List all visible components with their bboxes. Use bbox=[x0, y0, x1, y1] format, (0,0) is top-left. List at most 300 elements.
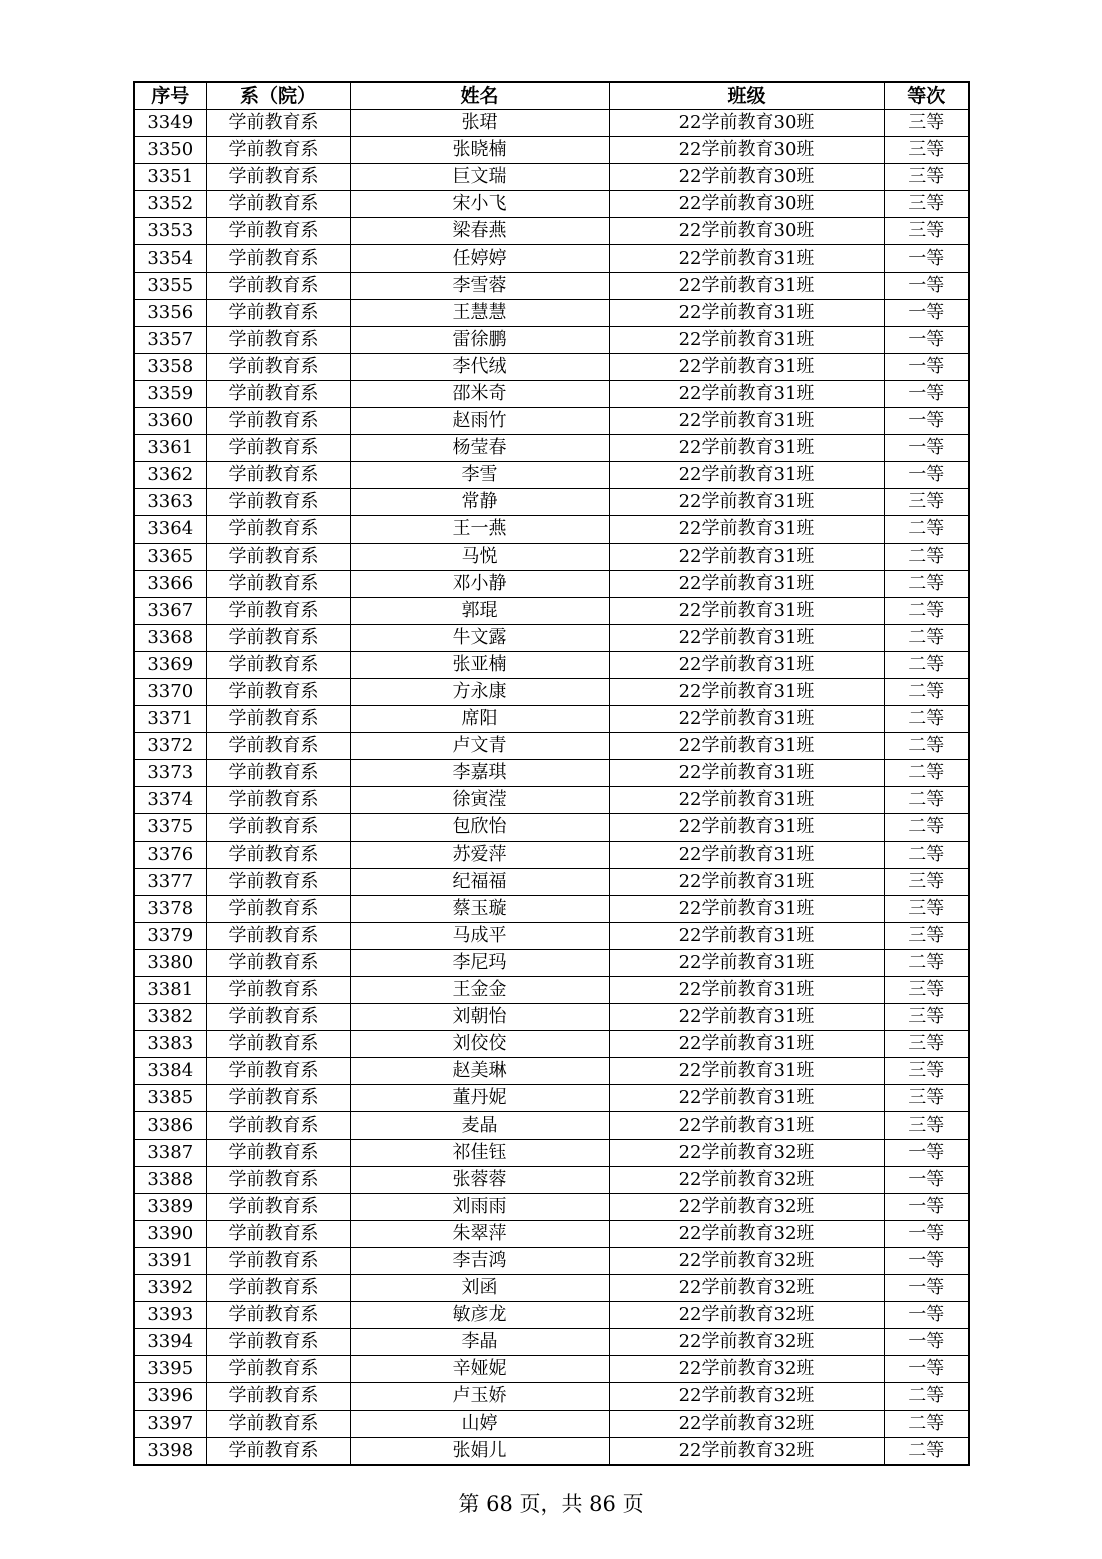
cell-name: 董丹妮 bbox=[350, 1085, 609, 1112]
cell-seq: 3370 bbox=[134, 678, 206, 705]
cell-seq: 3361 bbox=[134, 435, 206, 462]
table-row bbox=[134, 1004, 969, 1031]
cell-seq: 3375 bbox=[134, 814, 206, 841]
cell-grade: 一等 bbox=[884, 462, 969, 489]
cell-name: 朱翠萍 bbox=[350, 1220, 609, 1247]
table-row bbox=[134, 435, 969, 462]
table-row bbox=[134, 299, 969, 326]
table-row bbox=[134, 489, 969, 516]
cell-name: 徐寅滢 bbox=[350, 787, 609, 814]
cell-seq: 3351 bbox=[134, 164, 206, 191]
cell-class: 22学前教育31班 bbox=[609, 435, 884, 462]
cell-grade: 一等 bbox=[884, 1166, 969, 1193]
table-row bbox=[134, 137, 969, 164]
cell-name: 祁佳钰 bbox=[350, 1139, 609, 1166]
table-row bbox=[134, 787, 969, 814]
cell-name: 王慧慧 bbox=[350, 299, 609, 326]
cell-department: 学前教育系 bbox=[206, 841, 350, 868]
header-grade: 等次 bbox=[884, 82, 969, 110]
table-row bbox=[134, 462, 969, 489]
table-row bbox=[134, 895, 969, 922]
cell-class: 22学前教育31班 bbox=[609, 733, 884, 760]
cell-department: 学前教育系 bbox=[206, 814, 350, 841]
cell-class: 22学前教育30班 bbox=[609, 164, 884, 191]
cell-grade: 二等 bbox=[884, 733, 969, 760]
cell-name: 山婷 bbox=[350, 1410, 609, 1437]
cell-seq: 3373 bbox=[134, 760, 206, 787]
page-footer: 第 68 页，共 86 页 bbox=[458, 1492, 644, 1516]
cell-class: 22学前教育30班 bbox=[609, 110, 884, 137]
cell-name: 邵米奇 bbox=[350, 380, 609, 407]
table-row bbox=[134, 353, 969, 380]
cell-grade: 一等 bbox=[884, 380, 969, 407]
cell-grade: 三等 bbox=[884, 895, 969, 922]
cell-department: 学前教育系 bbox=[206, 326, 350, 353]
cell-class: 22学前教育31班 bbox=[609, 922, 884, 949]
cell-grade: 一等 bbox=[884, 353, 969, 380]
cell-department: 学前教育系 bbox=[206, 1112, 350, 1139]
cell-name: 刘函 bbox=[350, 1275, 609, 1302]
cell-seq: 3367 bbox=[134, 597, 206, 624]
cell-department: 学前教育系 bbox=[206, 218, 350, 245]
cell-class: 22学前教育31班 bbox=[609, 1085, 884, 1112]
table-row bbox=[134, 1112, 969, 1139]
cell-department: 学前教育系 bbox=[206, 624, 350, 651]
cell-grade: 三等 bbox=[884, 137, 969, 164]
table-row bbox=[134, 245, 969, 272]
cell-class: 22学前教育31班 bbox=[609, 977, 884, 1004]
cell-department: 学前教育系 bbox=[206, 760, 350, 787]
table-row bbox=[134, 1193, 969, 1220]
table-row bbox=[134, 516, 969, 543]
cell-seq: 3389 bbox=[134, 1193, 206, 1220]
table-row bbox=[134, 408, 969, 435]
cell-class: 22学前教育31班 bbox=[609, 841, 884, 868]
cell-class: 22学前教育31班 bbox=[609, 868, 884, 895]
cell-grade: 一等 bbox=[884, 435, 969, 462]
cell-seq: 3395 bbox=[134, 1356, 206, 1383]
cell-class: 22学前教育31班 bbox=[609, 408, 884, 435]
cell-name: 李代绒 bbox=[350, 353, 609, 380]
cell-class: 22学前教育31班 bbox=[609, 245, 884, 272]
cell-class: 22学前教育31班 bbox=[609, 1058, 884, 1085]
cell-class: 22学前教育31班 bbox=[609, 462, 884, 489]
cell-department: 学前教育系 bbox=[206, 949, 350, 976]
cell-seq: 3380 bbox=[134, 949, 206, 976]
cell-grade: 二等 bbox=[884, 1410, 969, 1437]
cell-class: 22学前教育31班 bbox=[609, 353, 884, 380]
cell-grade: 一等 bbox=[884, 1356, 969, 1383]
cell-seq: 3377 bbox=[134, 868, 206, 895]
cell-grade: 二等 bbox=[884, 570, 969, 597]
cell-department: 学前教育系 bbox=[206, 110, 350, 137]
table-row bbox=[134, 272, 969, 299]
cell-class: 22学前教育31班 bbox=[609, 543, 884, 570]
cell-department: 学前教育系 bbox=[206, 651, 350, 678]
cell-seq: 3355 bbox=[134, 272, 206, 299]
cell-name: 蔡玉璇 bbox=[350, 895, 609, 922]
cell-grade: 二等 bbox=[884, 624, 969, 651]
table-row bbox=[134, 841, 969, 868]
cell-class: 22学前教育32班 bbox=[609, 1247, 884, 1274]
cell-grade: 二等 bbox=[884, 760, 969, 787]
cell-department: 学前教育系 bbox=[206, 1004, 350, 1031]
cell-seq: 3391 bbox=[134, 1247, 206, 1274]
cell-seq: 3394 bbox=[134, 1329, 206, 1356]
table-row bbox=[134, 814, 969, 841]
cell-class: 22学前教育31班 bbox=[609, 570, 884, 597]
cell-seq: 3360 bbox=[134, 408, 206, 435]
cell-name: 邓小静 bbox=[350, 570, 609, 597]
cell-department: 学前教育系 bbox=[206, 1031, 350, 1058]
cell-department: 学前教育系 bbox=[206, 1437, 350, 1465]
cell-name: 任婷婷 bbox=[350, 245, 609, 272]
cell-seq: 3359 bbox=[134, 380, 206, 407]
cell-name: 赵雨竹 bbox=[350, 408, 609, 435]
cell-class: 22学前教育31班 bbox=[609, 272, 884, 299]
cell-department: 学前教育系 bbox=[206, 516, 350, 543]
cell-seq: 3376 bbox=[134, 841, 206, 868]
header-seq: 序号 bbox=[134, 82, 206, 110]
cell-department: 学前教育系 bbox=[206, 787, 350, 814]
cell-department: 学前教育系 bbox=[206, 1220, 350, 1247]
table-row bbox=[134, 597, 969, 624]
table-row bbox=[134, 380, 969, 407]
cell-name: 常静 bbox=[350, 489, 609, 516]
cell-class: 22学前教育31班 bbox=[609, 1112, 884, 1139]
cell-department: 学前教育系 bbox=[206, 1275, 350, 1302]
cell-seq: 3385 bbox=[134, 1085, 206, 1112]
header-row bbox=[134, 82, 969, 110]
cell-name: 麦晶 bbox=[350, 1112, 609, 1139]
cell-name: 包欣怡 bbox=[350, 814, 609, 841]
cell-seq: 3381 bbox=[134, 977, 206, 1004]
cell-grade: 二等 bbox=[884, 1383, 969, 1410]
cell-seq: 3397 bbox=[134, 1410, 206, 1437]
cell-department: 学前教育系 bbox=[206, 1302, 350, 1329]
cell-class: 22学前教育31班 bbox=[609, 678, 884, 705]
cell-grade: 三等 bbox=[884, 1004, 969, 1031]
cell-name: 席阳 bbox=[350, 706, 609, 733]
cell-seq: 3383 bbox=[134, 1031, 206, 1058]
table-row bbox=[134, 1410, 969, 1437]
cell-department: 学前教育系 bbox=[206, 191, 350, 218]
table-row bbox=[134, 1247, 969, 1274]
cell-grade: 一等 bbox=[884, 1247, 969, 1274]
cell-name: 王金金 bbox=[350, 977, 609, 1004]
table-row bbox=[134, 326, 969, 353]
table-row bbox=[134, 1031, 969, 1058]
cell-class: 22学前教育31班 bbox=[609, 516, 884, 543]
cell-grade: 一等 bbox=[884, 272, 969, 299]
table-row bbox=[134, 651, 969, 678]
cell-class: 22学前教育30班 bbox=[609, 191, 884, 218]
cell-class: 22学前教育32班 bbox=[609, 1166, 884, 1193]
roster-body bbox=[134, 110, 969, 1465]
cell-seq: 3374 bbox=[134, 787, 206, 814]
table-row bbox=[134, 733, 969, 760]
cell-seq: 3364 bbox=[134, 516, 206, 543]
cell-name: 李雪蓉 bbox=[350, 272, 609, 299]
cell-class: 22学前教育32班 bbox=[609, 1193, 884, 1220]
table-row bbox=[134, 922, 969, 949]
cell-seq: 3388 bbox=[134, 1166, 206, 1193]
cell-name: 郭琨 bbox=[350, 597, 609, 624]
cell-department: 学前教育系 bbox=[206, 1085, 350, 1112]
table-row bbox=[134, 218, 969, 245]
cell-class: 22学前教育31班 bbox=[609, 299, 884, 326]
cell-seq: 3379 bbox=[134, 922, 206, 949]
cell-name: 王一燕 bbox=[350, 516, 609, 543]
cell-seq: 3358 bbox=[134, 353, 206, 380]
cell-seq: 3356 bbox=[134, 299, 206, 326]
cell-seq: 3387 bbox=[134, 1139, 206, 1166]
cell-grade: 一等 bbox=[884, 245, 969, 272]
cell-seq: 3357 bbox=[134, 326, 206, 353]
table-row bbox=[134, 868, 969, 895]
table-row bbox=[134, 760, 969, 787]
cell-grade: 一等 bbox=[884, 408, 969, 435]
cell-class: 22学前教育31班 bbox=[609, 1031, 884, 1058]
cell-department: 学前教育系 bbox=[206, 1383, 350, 1410]
cell-seq: 3386 bbox=[134, 1112, 206, 1139]
table-row bbox=[134, 110, 969, 137]
cell-grade: 三等 bbox=[884, 1085, 969, 1112]
header-class: 班级 bbox=[609, 82, 884, 110]
cell-class: 22学前教育32班 bbox=[609, 1329, 884, 1356]
cell-class: 22学前教育31班 bbox=[609, 326, 884, 353]
cell-grade: 二等 bbox=[884, 597, 969, 624]
cell-department: 学前教育系 bbox=[206, 922, 350, 949]
cell-department: 学前教育系 bbox=[206, 435, 350, 462]
cell-name: 李尼玛 bbox=[350, 949, 609, 976]
cell-department: 学前教育系 bbox=[206, 353, 350, 380]
table-row bbox=[134, 706, 969, 733]
table-row bbox=[134, 977, 969, 1004]
cell-name: 雷徐鹏 bbox=[350, 326, 609, 353]
cell-grade: 二等 bbox=[884, 706, 969, 733]
cell-class: 22学前教育30班 bbox=[609, 218, 884, 245]
cell-department: 学前教育系 bbox=[206, 245, 350, 272]
cell-department: 学前教育系 bbox=[206, 1410, 350, 1437]
cell-grade: 二等 bbox=[884, 949, 969, 976]
table-row bbox=[134, 1275, 969, 1302]
cell-grade: 二等 bbox=[884, 516, 969, 543]
cell-class: 22学前教育32班 bbox=[609, 1437, 884, 1465]
table-row bbox=[134, 570, 969, 597]
cell-department: 学前教育系 bbox=[206, 489, 350, 516]
cell-seq: 3396 bbox=[134, 1383, 206, 1410]
cell-name: 敏彦龙 bbox=[350, 1302, 609, 1329]
cell-grade: 一等 bbox=[884, 1220, 969, 1247]
table-row bbox=[134, 543, 969, 570]
cell-class: 22学前教育31班 bbox=[609, 787, 884, 814]
table-row bbox=[134, 1329, 969, 1356]
cell-class: 22学前教育32班 bbox=[609, 1356, 884, 1383]
cell-seq: 3362 bbox=[134, 462, 206, 489]
cell-department: 学前教育系 bbox=[206, 380, 350, 407]
cell-department: 学前教育系 bbox=[206, 895, 350, 922]
cell-department: 学前教育系 bbox=[206, 570, 350, 597]
cell-seq: 3368 bbox=[134, 624, 206, 651]
cell-class: 22学前教育32班 bbox=[609, 1220, 884, 1247]
cell-department: 学前教育系 bbox=[206, 597, 350, 624]
header-department: 系（院） bbox=[206, 82, 350, 110]
cell-class: 22学前教育31班 bbox=[609, 1004, 884, 1031]
cell-department: 学前教育系 bbox=[206, 1166, 350, 1193]
cell-grade: 三等 bbox=[884, 868, 969, 895]
cell-name: 刘雨雨 bbox=[350, 1193, 609, 1220]
cell-class: 22学前教育31班 bbox=[609, 760, 884, 787]
cell-seq: 3363 bbox=[134, 489, 206, 516]
cell-name: 刘朝怡 bbox=[350, 1004, 609, 1031]
cell-name: 牛文露 bbox=[350, 624, 609, 651]
cell-grade: 三等 bbox=[884, 1031, 969, 1058]
cell-grade: 三等 bbox=[884, 110, 969, 137]
cell-class: 22学前教育31班 bbox=[609, 597, 884, 624]
cell-seq: 3365 bbox=[134, 543, 206, 570]
cell-department: 学前教育系 bbox=[206, 678, 350, 705]
table-row bbox=[134, 1383, 969, 1410]
cell-name: 宋小飞 bbox=[350, 191, 609, 218]
table-row bbox=[134, 1139, 969, 1166]
cell-class: 22学前教育31班 bbox=[609, 895, 884, 922]
cell-grade: 三等 bbox=[884, 922, 969, 949]
roster-sheet bbox=[133, 81, 968, 1466]
cell-seq: 3378 bbox=[134, 895, 206, 922]
cell-grade: 三等 bbox=[884, 1058, 969, 1085]
cell-department: 学前教育系 bbox=[206, 272, 350, 299]
cell-class: 22学前教育32班 bbox=[609, 1383, 884, 1410]
cell-name: 张亚楠 bbox=[350, 651, 609, 678]
cell-grade: 一等 bbox=[884, 1193, 969, 1220]
cell-grade: 三等 bbox=[884, 164, 969, 191]
cell-department: 学前教育系 bbox=[206, 706, 350, 733]
cell-seq: 3350 bbox=[134, 137, 206, 164]
cell-grade: 二等 bbox=[884, 651, 969, 678]
table-row bbox=[134, 191, 969, 218]
table-row bbox=[134, 164, 969, 191]
cell-department: 学前教育系 bbox=[206, 1193, 350, 1220]
cell-grade: 三等 bbox=[884, 977, 969, 1004]
cell-department: 学前教育系 bbox=[206, 137, 350, 164]
cell-class: 22学前教育32班 bbox=[609, 1410, 884, 1437]
cell-name: 梁春燕 bbox=[350, 218, 609, 245]
cell-grade: 二等 bbox=[884, 1437, 969, 1465]
cell-department: 学前教育系 bbox=[206, 868, 350, 895]
cell-class: 22学前教育31班 bbox=[609, 814, 884, 841]
cell-seq: 3352 bbox=[134, 191, 206, 218]
cell-department: 学前教育系 bbox=[206, 408, 350, 435]
cell-class: 22学前教育32班 bbox=[609, 1302, 884, 1329]
cell-grade: 一等 bbox=[884, 1139, 969, 1166]
cell-seq: 3371 bbox=[134, 706, 206, 733]
cell-name: 李吉鸿 bbox=[350, 1247, 609, 1274]
table-row bbox=[134, 1166, 969, 1193]
cell-name: 李嘉琪 bbox=[350, 760, 609, 787]
cell-seq: 3354 bbox=[134, 245, 206, 272]
table-row bbox=[134, 949, 969, 976]
cell-class: 22学前教育31班 bbox=[609, 380, 884, 407]
table-row bbox=[134, 1085, 969, 1112]
table-row bbox=[134, 1302, 969, 1329]
cell-class: 22学前教育31班 bbox=[609, 624, 884, 651]
cell-department: 学前教育系 bbox=[206, 1247, 350, 1274]
cell-grade: 一等 bbox=[884, 326, 969, 353]
table-row bbox=[134, 1220, 969, 1247]
cell-seq: 3369 bbox=[134, 651, 206, 678]
cell-name: 张娟儿 bbox=[350, 1437, 609, 1465]
table-row bbox=[134, 1356, 969, 1383]
cell-class: 22学前教育31班 bbox=[609, 489, 884, 516]
roster-table bbox=[133, 81, 970, 1466]
cell-name: 张蓉蓉 bbox=[350, 1166, 609, 1193]
cell-seq: 3349 bbox=[134, 110, 206, 137]
cell-department: 学前教育系 bbox=[206, 1356, 350, 1383]
table-row bbox=[134, 678, 969, 705]
cell-class: 22学前教育31班 bbox=[609, 651, 884, 678]
cell-grade: 二等 bbox=[884, 814, 969, 841]
cell-grade: 二等 bbox=[884, 787, 969, 814]
cell-name: 苏爱萍 bbox=[350, 841, 609, 868]
cell-name: 李晶 bbox=[350, 1329, 609, 1356]
cell-seq: 3382 bbox=[134, 1004, 206, 1031]
cell-grade: 三等 bbox=[884, 218, 969, 245]
table-row bbox=[134, 1058, 969, 1085]
cell-department: 学前教育系 bbox=[206, 462, 350, 489]
header-name: 姓名 bbox=[350, 82, 609, 110]
cell-department: 学前教育系 bbox=[206, 543, 350, 570]
cell-name: 辛娅妮 bbox=[350, 1356, 609, 1383]
cell-seq: 3384 bbox=[134, 1058, 206, 1085]
cell-seq: 3392 bbox=[134, 1275, 206, 1302]
cell-department: 学前教育系 bbox=[206, 1329, 350, 1356]
cell-grade: 三等 bbox=[884, 1112, 969, 1139]
cell-department: 学前教育系 bbox=[206, 1058, 350, 1085]
cell-name: 李雪 bbox=[350, 462, 609, 489]
cell-department: 学前教育系 bbox=[206, 1139, 350, 1166]
cell-department: 学前教育系 bbox=[206, 733, 350, 760]
cell-name: 赵美琳 bbox=[350, 1058, 609, 1085]
cell-name: 马悦 bbox=[350, 543, 609, 570]
cell-grade: 二等 bbox=[884, 543, 969, 570]
cell-grade: 三等 bbox=[884, 489, 969, 516]
cell-seq: 3353 bbox=[134, 218, 206, 245]
cell-name: 纪福福 bbox=[350, 868, 609, 895]
cell-class: 22学前教育30班 bbox=[609, 137, 884, 164]
cell-department: 学前教育系 bbox=[206, 977, 350, 1004]
table-row bbox=[134, 1437, 969, 1465]
cell-name: 刘佼佼 bbox=[350, 1031, 609, 1058]
cell-name: 张晓楠 bbox=[350, 137, 609, 164]
cell-department: 学前教育系 bbox=[206, 299, 350, 326]
cell-department: 学前教育系 bbox=[206, 164, 350, 191]
cell-class: 22学前教育31班 bbox=[609, 706, 884, 733]
cell-name: 卢玉娇 bbox=[350, 1383, 609, 1410]
cell-seq: 3372 bbox=[134, 733, 206, 760]
cell-seq: 3398 bbox=[134, 1437, 206, 1465]
cell-name: 马成平 bbox=[350, 922, 609, 949]
cell-grade: 一等 bbox=[884, 1329, 969, 1356]
cell-name: 张珺 bbox=[350, 110, 609, 137]
cell-class: 22学前教育32班 bbox=[609, 1275, 884, 1302]
cell-grade: 三等 bbox=[884, 191, 969, 218]
cell-seq: 3393 bbox=[134, 1302, 206, 1329]
cell-class: 22学前教育32班 bbox=[609, 1139, 884, 1166]
table-row bbox=[134, 624, 969, 651]
cell-name: 卢文青 bbox=[350, 733, 609, 760]
cell-grade: 二等 bbox=[884, 678, 969, 705]
